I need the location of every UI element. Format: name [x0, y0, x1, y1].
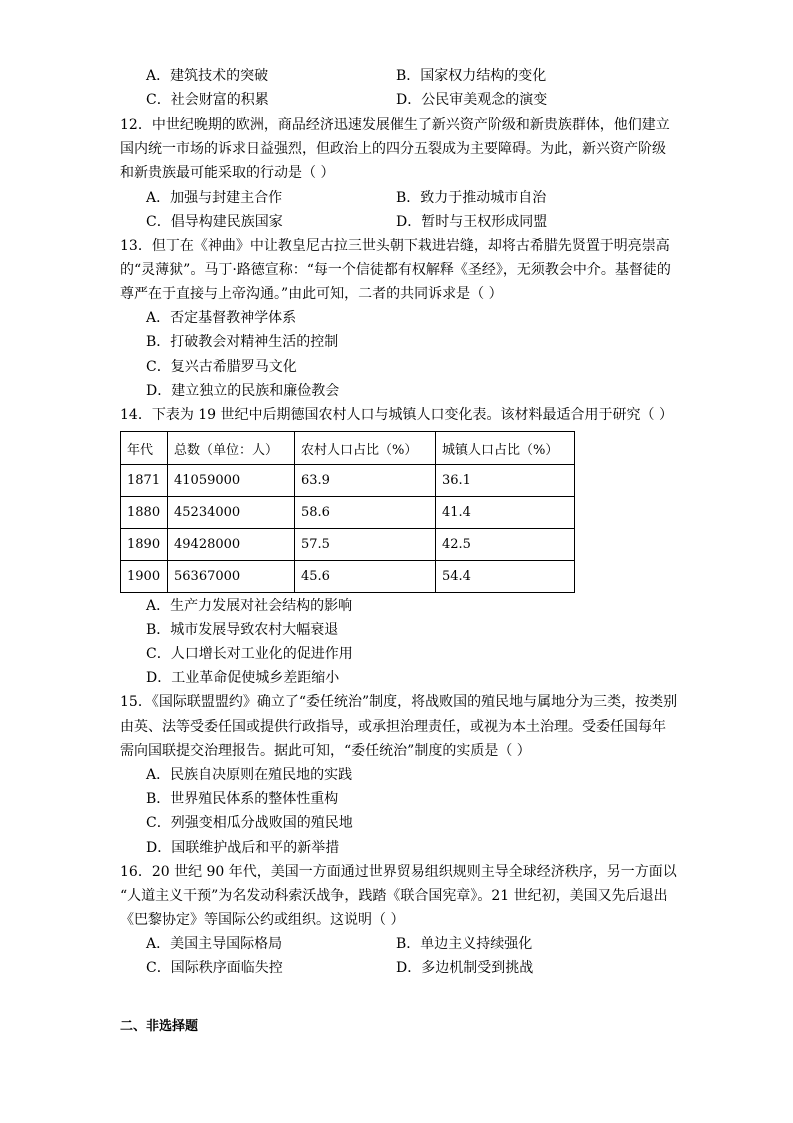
q16-stem-line-3: 《巴黎协定》等国际公约或组织。这说明（ ）	[120, 912, 405, 928]
q13-option-d: D．建立独立的民族和廉俭教会	[146, 383, 340, 399]
q14-option-a: A．生产力发展对社会结构的影响	[146, 598, 353, 614]
q13-option-a: A．否定基督教神学体系	[146, 310, 297, 326]
table-cell: 56367000	[168, 561, 295, 593]
table-cell: 1890	[121, 529, 168, 561]
q13-stem-line-2: 的“灵薄狱”。马丁·路德宣称：“每一个信徒都有权解释《圣经》，无须教会中介。基督徒的	[120, 262, 671, 278]
q14-stem: 14．下表为 19 世纪中后期德国农村人口与城镇人口变化表。该材料最适合用于研究（ ）	[120, 407, 673, 423]
q14-option-b: B．城市发展导致农村大幅衰退	[146, 622, 339, 638]
q12-stem-line-2: 国内统一市场的诉求日益强烈，但政治上的四分五裂成为主要障碍。为此，新兴资产阶级	[120, 141, 666, 157]
q15-stem-line-3: 需向国联提交治理报告。据此可知，“委任统治”制度的实质是（ ）	[120, 743, 531, 759]
q12-option-a: A．加强与封建主合作	[146, 190, 283, 206]
q12-option-b: B．致力于推动城市自治	[396, 190, 547, 206]
q15-stem-line-2: 由英、法等受委任国或提供行政指导，或承担治理责任，或视为本土治理。受委任国每年	[120, 719, 666, 735]
q16-option-b: B．单边主义持续强化	[396, 936, 533, 952]
q13-stem-line-1: 13．但丁在《神曲》中让教皇尼古拉三世头朝下栽进岩缝，却将古希腊先贤置于明亮崇高	[120, 238, 670, 254]
population-table	[120, 431, 575, 593]
table-row	[121, 529, 575, 561]
table-row	[121, 561, 575, 593]
table-header-cell: 总数（单位：人）	[168, 432, 295, 465]
table-cell: 1900	[121, 561, 168, 593]
q11-option-c: C．社会财富的积累	[146, 92, 269, 108]
q16-stem-line-1: 16．20 世纪 90 年代，美国一方面通过世界贸易组织规则主导全球经济秩序，另一方面以	[120, 864, 677, 880]
q13-option-c: C．复兴古希腊罗马文化	[146, 359, 297, 375]
q14-option-d: D．工业革命促使城乡差距缩小	[146, 670, 340, 686]
table-header-row	[121, 432, 575, 465]
section-heading: 二、非选择题	[120, 1019, 199, 1034]
table-cell: 49428000	[168, 529, 295, 561]
q13-stem-line-3: 尊严在于直接与上帝沟通。”由此可知，二者的共同诉求是（ ）	[120, 286, 503, 302]
q16-option-c: C．国际秩序面临失控	[146, 960, 283, 976]
q16-option-d: D．多边机制受到挑战	[396, 960, 534, 976]
table-header-cell: 农村人口占比（%）	[295, 432, 436, 465]
table-row	[121, 465, 575, 497]
table-cell: 57.5	[295, 529, 436, 561]
table-cell: 54.4	[436, 561, 575, 593]
table-header-cell: 城镇人口占比（%）	[436, 432, 575, 465]
table-cell: 42.5	[436, 529, 575, 561]
q15-option-a: A．民族自决原则在殖民地的实践	[146, 767, 353, 783]
table-header-cell: 年代	[121, 432, 168, 465]
q12-option-c: C．倡导构建民族国家	[146, 214, 283, 230]
table-cell: 58.6	[295, 497, 436, 529]
q12-option-d: D．暂时与王权形成同盟	[396, 214, 548, 230]
table-cell: 41059000	[168, 465, 295, 497]
table-cell: 36.1	[436, 465, 575, 497]
q11-option-a: A．建筑技术的突破	[146, 68, 269, 84]
q15-option-b: B．世界殖民体系的整体性重构	[146, 791, 339, 807]
q15-stem-line-1: 15．《国际联盟盟约》确立了“委任统治”制度，将战败国的殖民地与属地分为三类，按类别	[120, 694, 678, 710]
table-cell: 1880	[121, 497, 168, 529]
table-cell: 45234000	[168, 497, 295, 529]
q11-option-b: B．国家权力结构的变化	[396, 68, 547, 84]
table-cell: 1871	[121, 465, 168, 497]
q15-option-d: D．国联维护战后和平的新举措	[146, 840, 340, 856]
q14-option-c: C．人口增长对工业化的促进作用	[146, 646, 353, 662]
q12-stem-line-1: 12．中世纪晚期的欧洲，商品经济迅速发展催生了新兴资产阶级和新贵族群体，他们建立	[120, 117, 670, 133]
table-row	[121, 497, 575, 529]
table-cell: 45.6	[295, 561, 436, 593]
q15-option-c: C．列强变相瓜分战败国的殖民地	[146, 815, 353, 831]
q13-option-b: B．打破教会对精神生活的控制	[146, 334, 339, 350]
table-cell: 63.9	[295, 465, 436, 497]
q16-stem-line-2: “人道主义干预”为名发动科索沃战争，践踏《联合国宪章》。21 世纪初，美国又先后退出	[120, 888, 668, 904]
table-cell: 41.4	[436, 497, 575, 529]
q12-stem-line-3: 和新贵族最可能采取的行动是（ ）	[120, 165, 335, 181]
q16-option-a: A．美国主导国际格局	[146, 936, 283, 952]
q11-option-d: D．公民审美观念的演变	[396, 92, 548, 108]
